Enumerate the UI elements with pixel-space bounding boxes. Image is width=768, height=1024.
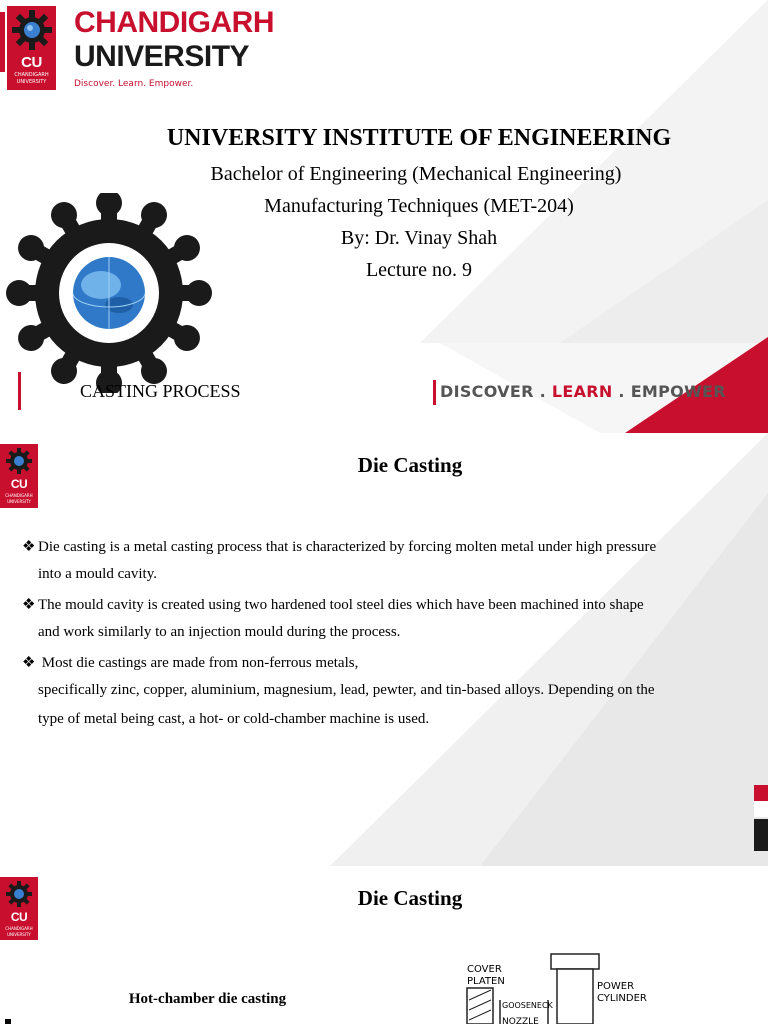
text-cutoff-mark	[5, 1019, 11, 1024]
motto-sep-1: .	[533, 382, 552, 401]
diamond-bullet-icon: ❖	[22, 539, 36, 555]
course-line: Manufacturing Techniques (MET-204)	[264, 195, 574, 217]
label-power-cylinder	[597, 981, 647, 1005]
large-gear-globe-icon	[2, 193, 216, 393]
slide2-background	[0, 433, 768, 866]
gear-globe-icon	[11, 9, 53, 51]
institute-title: UNIVERSITY INSTITUTE OF ENGINEERING	[166, 125, 672, 151]
bullet-2-text: The mould cavity is created using two hardened tool steel dies which have been machined into shape	[38, 597, 644, 613]
die-casting-slide	[0, 433, 768, 866]
slide3-badge-sub2: UNIVERSITY	[7, 932, 31, 937]
motto-learn: LEARN	[551, 382, 613, 401]
motto-sep-2: .	[612, 382, 631, 401]
logo-badge-sub1: CHANDIGARH	[14, 72, 49, 78]
logo-badge-sub2: UNIVERSITY	[16, 79, 47, 85]
bullet-1	[22, 537, 656, 556]
logo-wordmark-line2: UNIVERSITY	[74, 40, 250, 73]
title-slide	[0, 0, 768, 433]
bullet-3	[22, 653, 358, 672]
diamond-bullet-icon: ❖	[22, 597, 36, 613]
slide2-badge-sub1: CHANDIGARH	[5, 493, 33, 498]
bullet-1-text: Die casting is a metal casting process that is characterized by forcing molten metal under high pressure	[38, 539, 657, 555]
topic-label: CASTING PROCESS	[80, 381, 241, 401]
slide2-title: Die Casting	[357, 453, 463, 477]
label-gooseneck: GOOSENECK	[502, 1001, 553, 1010]
logo-badge-text: CU	[21, 54, 42, 71]
label-platen: PLATEN	[467, 976, 505, 987]
bullet-2	[22, 595, 644, 614]
university-logo	[0, 6, 274, 96]
logo-wordmark-line1: CHANDIGARH	[74, 6, 274, 39]
motto-discover: DISCOVER	[440, 382, 534, 401]
motto-accent-bar	[433, 380, 436, 405]
diamond-bullet-icon: ❖	[22, 655, 36, 671]
hot-chamber-slide	[0, 866, 768, 1024]
label-cover: COVER	[467, 964, 502, 975]
label-nozzle: NOZZLE	[502, 1017, 539, 1024]
slide3-badge-text: CU	[10, 910, 28, 924]
bullet-2-continued: and work similarly to an injection mould during the process.	[38, 624, 401, 640]
slide2-badge-text: CU	[10, 477, 28, 491]
bullet-3-continued-1: specifically zinc, copper, aluminium, magnesium, lead, pewter, and tin-based alloys. Depending on the	[38, 682, 655, 698]
slide2-badge-sub2: UNIVERSITY	[7, 499, 31, 504]
slide3-subtitle: Hot-chamber die casting	[128, 991, 287, 1007]
label-power: POWER	[597, 981, 635, 992]
lecture-line: Lecture no. 9	[365, 259, 473, 281]
topic-accent-bar	[18, 372, 21, 410]
author-line: By: Dr. Vinay Shah	[340, 227, 498, 249]
logo-badge	[7, 6, 56, 90]
motto	[440, 382, 726, 401]
slide3-badge-sub1: CHANDIGARH	[5, 926, 33, 931]
bullet-1-continued: into a mould cavity.	[38, 566, 158, 582]
slide3-title: Die Casting	[357, 886, 463, 910]
label-cylinder: CYLINDER	[597, 993, 647, 1004]
bullet-3-continued-2: type of metal being cast, a hot- or cold-chamber machine is used.	[38, 711, 430, 727]
bullet-3-text: Most die castings are made from non-ferrous metals,	[38, 655, 359, 671]
motto-empower: EMPOWER	[630, 382, 726, 401]
logo-tagline: Discover. Learn. Empower.	[74, 79, 194, 89]
label-cover-platen	[467, 964, 505, 988]
degree-line: Bachelor of Engineering (Mechanical Engineering)	[210, 163, 622, 185]
